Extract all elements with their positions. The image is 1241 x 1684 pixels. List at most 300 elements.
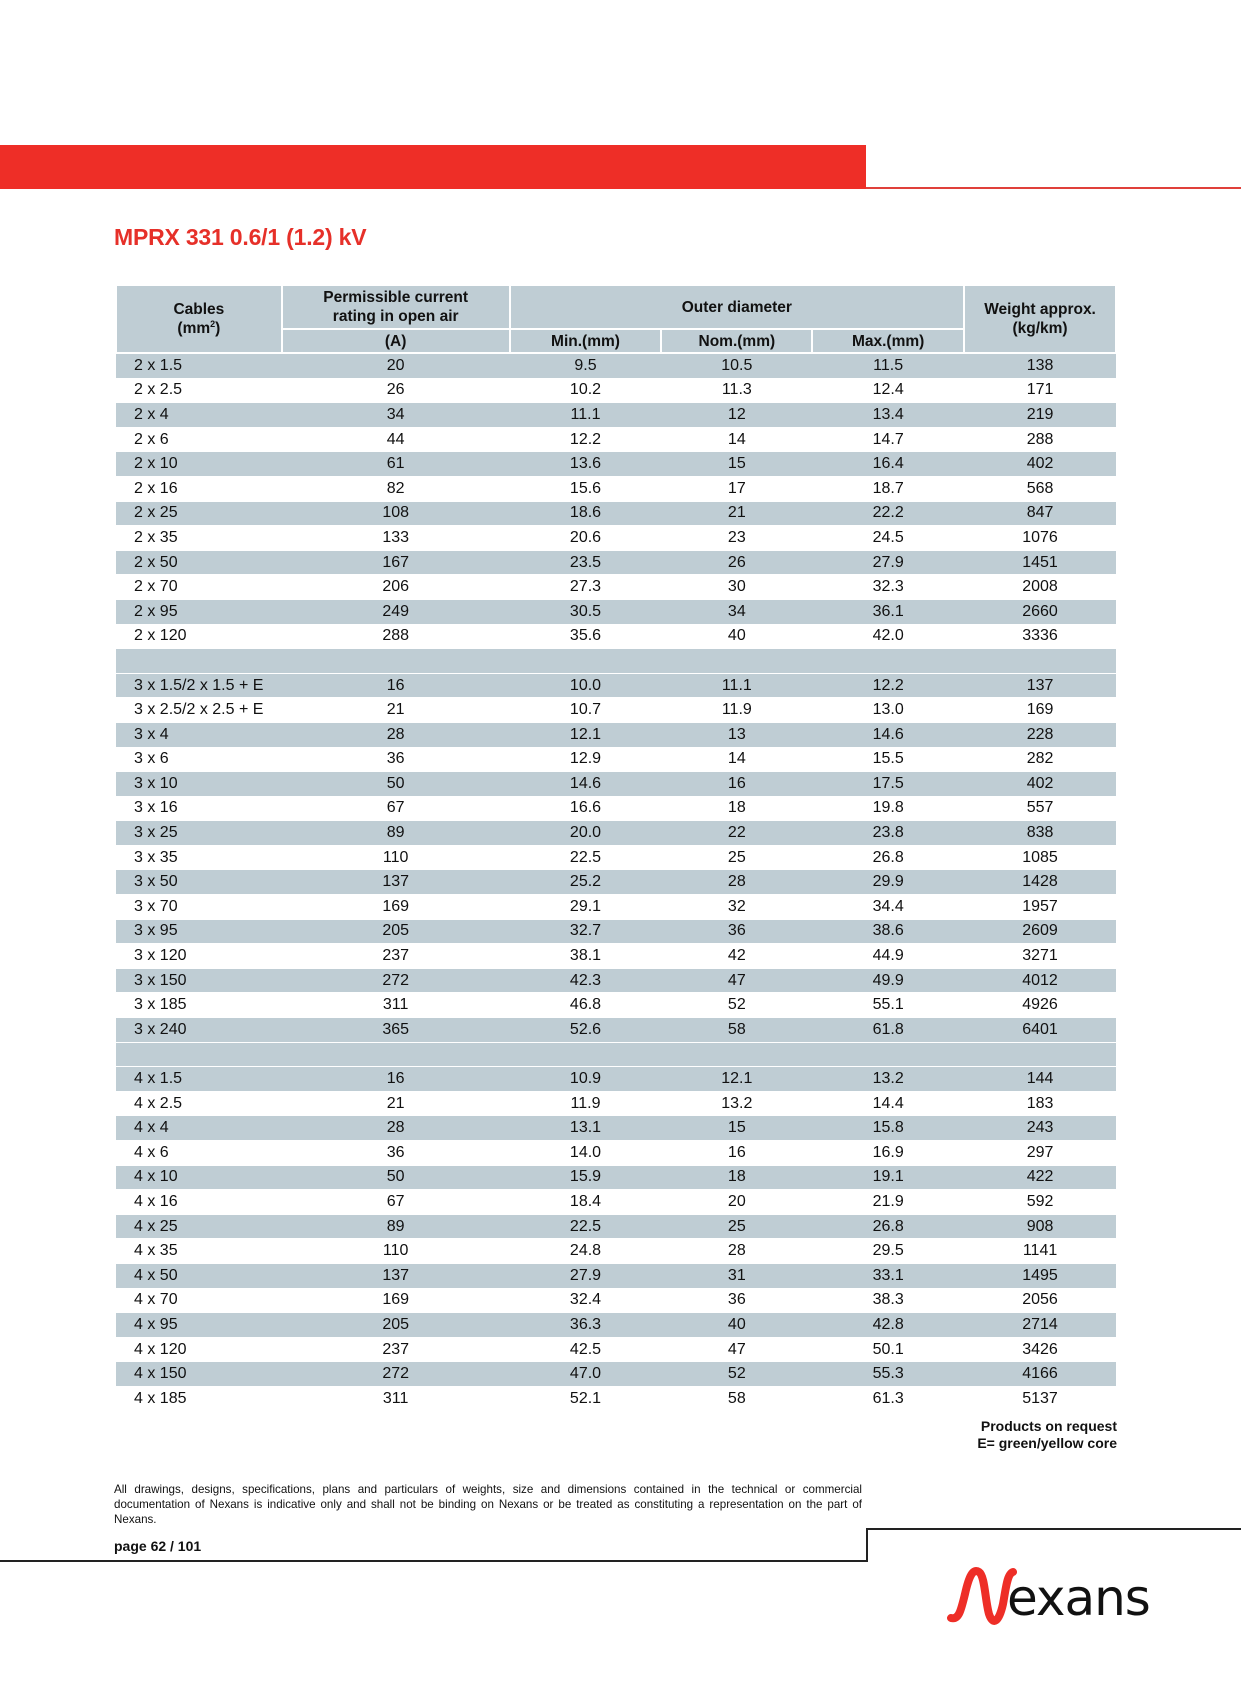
cell-nom-diameter: 10.5 <box>661 353 812 378</box>
table-row <box>116 895 1116 920</box>
table-row <box>116 378 1116 403</box>
cell-current: 311 <box>282 993 510 1018</box>
cell-cables: 4 x 1.5 <box>116 1067 282 1092</box>
cell-weight: 838 <box>964 821 1116 846</box>
cell-nom-diameter: 31 <box>661 1263 812 1288</box>
cell-min-diameter: 11.1 <box>510 403 662 428</box>
cell-current: 21 <box>282 1091 510 1116</box>
cell-max-diameter: 15.8 <box>812 1116 964 1141</box>
cell-nom-diameter: 16 <box>661 1141 812 1166</box>
note-earth-core: E= green/yellow core <box>977 1435 1117 1451</box>
cell-cables: 3 x 120 <box>116 944 282 969</box>
header-cables-label: Cables <box>173 301 225 318</box>
cell-cables: 3 x 35 <box>116 845 282 870</box>
cell-weight: 171 <box>964 378 1116 403</box>
cell-max-diameter: 14.6 <box>812 722 964 747</box>
cell-current: 249 <box>282 599 510 624</box>
header-weight <box>964 285 1116 353</box>
cell-max-diameter: 55.1 <box>812 993 964 1018</box>
cell-max-diameter: 29.9 <box>812 870 964 895</box>
cable-spec-table <box>115 284 1117 1412</box>
cell-max-diameter: 18.7 <box>812 476 964 501</box>
cell-max-diameter: 22.2 <box>812 501 964 526</box>
cell-weight: 592 <box>964 1190 1116 1215</box>
cell-weight: 3426 <box>964 1337 1116 1362</box>
cell-weight: 847 <box>964 501 1116 526</box>
cell-min-diameter: 35.6 <box>510 624 662 649</box>
table-row <box>116 722 1116 747</box>
cell-weight: 908 <box>964 1214 1116 1239</box>
cell-min-diameter: 38.1 <box>510 944 662 969</box>
cell-weight: 1495 <box>964 1263 1116 1288</box>
cell-min-diameter: 22.5 <box>510 845 662 870</box>
cell-nom-diameter: 36 <box>661 919 812 944</box>
cell-nom-diameter: 12 <box>661 403 812 428</box>
header-red-band <box>0 145 866 189</box>
cell-max-diameter: 29.5 <box>812 1239 964 1264</box>
cell-current: 67 <box>282 796 510 821</box>
cell-max-diameter: 13.0 <box>812 698 964 723</box>
cell-weight: 1428 <box>964 870 1116 895</box>
header-current <box>282 285 510 329</box>
cell-nom-diameter: 15 <box>661 452 812 477</box>
cell-nom-diameter: 40 <box>661 624 812 649</box>
table-row <box>116 1337 1116 1362</box>
cell-min-diameter: 36.3 <box>510 1313 662 1338</box>
cell-min-diameter: 14.6 <box>510 772 662 797</box>
cell-cables: 2 x 6 <box>116 427 282 452</box>
unit-close: ) <box>215 320 221 337</box>
cell-current: 167 <box>282 550 510 575</box>
cell-cables: 2 x 70 <box>116 575 282 600</box>
header-current-unit: (A) <box>282 329 510 353</box>
cell-weight: 6401 <box>964 1018 1116 1043</box>
cell-weight: 4166 <box>964 1362 1116 1387</box>
cell-weight: 183 <box>964 1091 1116 1116</box>
cell-current: 288 <box>282 624 510 649</box>
cell-min-diameter: 30.5 <box>510 599 662 624</box>
table-row <box>116 1165 1116 1190</box>
header-weight-unit: (kg/km) <box>1012 320 1068 337</box>
cell-nom-diameter: 26 <box>661 550 812 575</box>
cell-min-diameter: 29.1 <box>510 895 662 920</box>
cell-min-diameter: 52.1 <box>510 1386 662 1411</box>
cell-min-diameter: 11.9 <box>510 1091 662 1116</box>
cell-min-diameter: 46.8 <box>510 993 662 1018</box>
header-current-label: Permissible current rating in open air <box>323 289 469 325</box>
header-cables <box>116 285 282 353</box>
cell-current: 50 <box>282 772 510 797</box>
cell-weight: 1141 <box>964 1239 1116 1264</box>
cell-min-diameter: 24.8 <box>510 1239 662 1264</box>
cell-max-diameter: 12.2 <box>812 673 964 698</box>
table-row <box>116 599 1116 624</box>
cell-nom-diameter: 25 <box>661 1214 812 1239</box>
cell-min-diameter: 10.2 <box>510 378 662 403</box>
cell-nom-diameter: 13.2 <box>661 1091 812 1116</box>
cell-max-diameter: 42.0 <box>812 624 964 649</box>
cell-current: 205 <box>282 919 510 944</box>
cell-nom-diameter: 18 <box>661 1165 812 1190</box>
header-min: Min.(mm) <box>510 329 662 353</box>
cell-cables: 4 x 150 <box>116 1362 282 1387</box>
table-row <box>116 403 1116 428</box>
table-row <box>116 845 1116 870</box>
cell-max-diameter: 55.3 <box>812 1362 964 1387</box>
table-row <box>116 353 1116 378</box>
cell-nom-diameter: 21 <box>661 501 812 526</box>
table-row <box>116 575 1116 600</box>
cell-nom-diameter: 11.1 <box>661 673 812 698</box>
cell-weight: 228 <box>964 722 1116 747</box>
table-row <box>116 1313 1116 1338</box>
cell-cables: 3 x 16 <box>116 796 282 821</box>
cell-max-diameter: 19.8 <box>812 796 964 821</box>
cell-nom-diameter: 14 <box>661 427 812 452</box>
cell-cables: 3 x 50 <box>116 870 282 895</box>
cell-current: 82 <box>282 476 510 501</box>
table-row <box>116 993 1116 1018</box>
cell-current: 16 <box>282 673 510 698</box>
unit-superscript: 2 <box>210 318 216 329</box>
cell-weight: 1085 <box>964 845 1116 870</box>
cell-max-diameter: 16.9 <box>812 1141 964 1166</box>
cell-cables: 2 x 10 <box>116 452 282 477</box>
cell-current: 16 <box>282 1067 510 1092</box>
table-row <box>116 624 1116 649</box>
cell-max-diameter: 23.8 <box>812 821 964 846</box>
cell-nom-diameter: 13 <box>661 722 812 747</box>
cell-max-diameter: 61.3 <box>812 1386 964 1411</box>
table-row <box>116 476 1116 501</box>
cell-max-diameter: 50.1 <box>812 1337 964 1362</box>
cell-min-diameter: 10.9 <box>510 1067 662 1092</box>
header-weight-label: Weight approx. <box>984 301 1096 318</box>
cell-current: 67 <box>282 1190 510 1215</box>
cell-current: 44 <box>282 427 510 452</box>
cell-cables: 2 x 16 <box>116 476 282 501</box>
cell-weight: 1957 <box>964 895 1116 920</box>
cell-min-diameter: 14.0 <box>510 1141 662 1166</box>
table-row <box>116 821 1116 846</box>
cell-cables: 3 x 4 <box>116 722 282 747</box>
cell-min-diameter: 23.5 <box>510 550 662 575</box>
cell-cables: 4 x 95 <box>116 1313 282 1338</box>
cell-min-diameter: 18.6 <box>510 501 662 526</box>
cell-cables: 3 x 95 <box>116 919 282 944</box>
cell-nom-diameter: 22 <box>661 821 812 846</box>
cell-current: 26 <box>282 378 510 403</box>
cell-current: 89 <box>282 1214 510 1239</box>
table-notes <box>977 1418 1117 1452</box>
cell-cables: 2 x 95 <box>116 599 282 624</box>
cell-nom-diameter: 36 <box>661 1288 812 1313</box>
separator-cell <box>116 649 1116 674</box>
cell-max-diameter: 14.4 <box>812 1091 964 1116</box>
cell-cables: 3 x 185 <box>116 993 282 1018</box>
cell-min-diameter: 27.3 <box>510 575 662 600</box>
cell-nom-diameter: 28 <box>661 1239 812 1264</box>
table-row <box>116 1263 1116 1288</box>
cell-current: 28 <box>282 1116 510 1141</box>
table-row <box>116 1018 1116 1043</box>
table-row <box>116 772 1116 797</box>
cell-weight: 288 <box>964 427 1116 452</box>
cell-cables: 3 x 2.5/2 x 2.5 + E <box>116 698 282 723</box>
cell-weight: 1451 <box>964 550 1116 575</box>
cell-weight: 557 <box>964 796 1116 821</box>
header-nom: Nom.(mm) <box>661 329 812 353</box>
cell-weight: 2660 <box>964 599 1116 624</box>
table-row <box>116 870 1116 895</box>
table-body <box>116 353 1116 1411</box>
cell-nom-diameter: 11.3 <box>661 378 812 403</box>
cell-max-diameter: 19.1 <box>812 1165 964 1190</box>
table-row <box>116 698 1116 723</box>
table-row <box>116 550 1116 575</box>
cell-max-diameter: 16.4 <box>812 452 964 477</box>
cell-current: 137 <box>282 1263 510 1288</box>
cell-weight: 2056 <box>964 1288 1116 1313</box>
cell-nom-diameter: 47 <box>661 968 812 993</box>
cell-min-diameter: 12.2 <box>510 427 662 452</box>
cell-max-diameter: 11.5 <box>812 353 964 378</box>
cell-weight: 2008 <box>964 575 1116 600</box>
cell-current: 61 <box>282 452 510 477</box>
cell-min-diameter: 32.4 <box>510 1288 662 1313</box>
cell-weight: 138 <box>964 353 1116 378</box>
cell-min-diameter: 25.2 <box>510 870 662 895</box>
header-cables-unit <box>117 319 281 338</box>
cell-min-diameter: 32.7 <box>510 919 662 944</box>
cell-current: 137 <box>282 870 510 895</box>
table-row <box>116 1386 1116 1411</box>
cell-nom-diameter: 23 <box>661 526 812 551</box>
cell-max-diameter: 49.9 <box>812 968 964 993</box>
cell-cables: 4 x 185 <box>116 1386 282 1411</box>
cell-min-diameter: 13.1 <box>510 1116 662 1141</box>
cell-cables: 3 x 10 <box>116 772 282 797</box>
cell-cables: 2 x 35 <box>116 526 282 551</box>
cell-max-diameter: 44.9 <box>812 944 964 969</box>
footer-rule-right <box>866 1528 1241 1530</box>
cell-weight: 2714 <box>964 1313 1116 1338</box>
cell-cables: 3 x 6 <box>116 747 282 772</box>
table-row <box>116 747 1116 772</box>
table-row <box>116 427 1116 452</box>
cell-cables: 2 x 4 <box>116 403 282 428</box>
table-row <box>116 796 1116 821</box>
cell-weight: 4012 <box>964 968 1116 993</box>
table-row <box>116 1239 1116 1264</box>
cell-min-diameter: 9.5 <box>510 353 662 378</box>
separator-cell <box>116 1042 1116 1067</box>
cell-weight: 402 <box>964 452 1116 477</box>
cell-max-diameter: 13.4 <box>812 403 964 428</box>
footer-rule-left <box>0 1560 868 1562</box>
cell-max-diameter: 33.1 <box>812 1263 964 1288</box>
nexans-logo <box>945 1560 1165 1632</box>
cell-current: 108 <box>282 501 510 526</box>
cell-max-diameter: 26.8 <box>812 1214 964 1239</box>
cell-current: 205 <box>282 1313 510 1338</box>
cell-min-diameter: 15.9 <box>510 1165 662 1190</box>
note-products-on-request: Products on request <box>980 1418 1117 1434</box>
table-row <box>116 1288 1116 1313</box>
cell-current: 50 <box>282 1165 510 1190</box>
cell-current: 110 <box>282 1239 510 1264</box>
cell-min-diameter: 10.7 <box>510 698 662 723</box>
table-row <box>116 1067 1116 1092</box>
cell-cables: 3 x 240 <box>116 1018 282 1043</box>
cell-max-diameter: 38.6 <box>812 919 964 944</box>
header-outer-diameter: Outer diameter <box>510 285 965 329</box>
cell-weight: 4926 <box>964 993 1116 1018</box>
cell-min-diameter: 42.3 <box>510 968 662 993</box>
table-row <box>116 1214 1116 1239</box>
cell-max-diameter: 32.3 <box>812 575 964 600</box>
table-row <box>116 944 1116 969</box>
cell-current: 169 <box>282 1288 510 1313</box>
cell-cables: 2 x 25 <box>116 501 282 526</box>
cell-max-diameter: 12.4 <box>812 378 964 403</box>
cell-current: 272 <box>282 968 510 993</box>
cell-min-diameter: 22.5 <box>510 1214 662 1239</box>
cell-weight: 243 <box>964 1116 1116 1141</box>
cell-weight: 1076 <box>964 526 1116 551</box>
cell-cables: 3 x 25 <box>116 821 282 846</box>
cell-min-diameter: 20.6 <box>510 526 662 551</box>
table-row <box>116 1141 1116 1166</box>
cell-nom-diameter: 25 <box>661 845 812 870</box>
cell-cables: 2 x 50 <box>116 550 282 575</box>
cell-nom-diameter: 40 <box>661 1313 812 1338</box>
cell-weight: 144 <box>964 1067 1116 1092</box>
cell-current: 20 <box>282 353 510 378</box>
cell-min-diameter: 12.1 <box>510 722 662 747</box>
cell-min-diameter: 18.4 <box>510 1190 662 1215</box>
cell-cables: 3 x 1.5/2 x 1.5 + E <box>116 673 282 698</box>
cell-cables: 2 x 120 <box>116 624 282 649</box>
cell-max-diameter: 34.4 <box>812 895 964 920</box>
cell-min-diameter: 52.6 <box>510 1018 662 1043</box>
cell-max-diameter: 27.9 <box>812 550 964 575</box>
cell-current: 36 <box>282 1141 510 1166</box>
cell-nom-diameter: 34 <box>661 599 812 624</box>
cell-nom-diameter: 12.1 <box>661 1067 812 1092</box>
table-row <box>116 526 1116 551</box>
group-separator-row <box>116 649 1116 674</box>
cell-nom-diameter: 52 <box>661 1362 812 1387</box>
cell-min-diameter: 42.5 <box>510 1337 662 1362</box>
cell-weight: 137 <box>964 673 1116 698</box>
cell-nom-diameter: 16 <box>661 772 812 797</box>
cell-cables: 2 x 2.5 <box>116 378 282 403</box>
cell-current: 133 <box>282 526 510 551</box>
cell-current: 237 <box>282 944 510 969</box>
cell-max-diameter: 21.9 <box>812 1190 964 1215</box>
cell-max-diameter: 36.1 <box>812 599 964 624</box>
cell-max-diameter: 14.7 <box>812 427 964 452</box>
cell-weight: 169 <box>964 698 1116 723</box>
cell-cables: 2 x 1.5 <box>116 353 282 378</box>
cell-current: 110 <box>282 845 510 870</box>
cell-nom-diameter: 58 <box>661 1018 812 1043</box>
cell-nom-diameter: 28 <box>661 870 812 895</box>
cell-cables: 4 x 25 <box>116 1214 282 1239</box>
cell-current: 89 <box>282 821 510 846</box>
header-max: Max.(mm) <box>812 329 964 353</box>
cell-max-diameter: 38.3 <box>812 1288 964 1313</box>
cell-nom-diameter: 32 <box>661 895 812 920</box>
cell-current: 36 <box>282 747 510 772</box>
cell-nom-diameter: 47 <box>661 1337 812 1362</box>
disclaimer-text: All drawings, designs, specifications, plans and particulars of weights, size and dimensions contained in the technical or commercial documentation of Nexans is indicative only and shall not be binding on Nexans or be treated as constituting a representation on the part of Nexans. <box>114 1483 862 1526</box>
cell-max-diameter: 15.5 <box>812 747 964 772</box>
cell-current: 237 <box>282 1337 510 1362</box>
table-row <box>116 673 1116 698</box>
cell-current: 272 <box>282 1362 510 1387</box>
table-row <box>116 1091 1116 1116</box>
cell-cables: 3 x 70 <box>116 895 282 920</box>
cell-weight: 3271 <box>964 944 1116 969</box>
header-red-rule <box>866 187 1241 189</box>
cell-min-diameter: 47.0 <box>510 1362 662 1387</box>
cell-cables: 4 x 4 <box>116 1116 282 1141</box>
table-row <box>116 919 1116 944</box>
cell-min-diameter: 27.9 <box>510 1263 662 1288</box>
cell-nom-diameter: 52 <box>661 993 812 1018</box>
cell-weight: 282 <box>964 747 1116 772</box>
cell-min-diameter: 12.9 <box>510 747 662 772</box>
table-row <box>116 1362 1116 1387</box>
group-separator-row <box>116 1042 1116 1067</box>
cell-max-diameter: 26.8 <box>812 845 964 870</box>
cell-min-diameter: 16.6 <box>510 796 662 821</box>
cell-max-diameter: 24.5 <box>812 526 964 551</box>
cell-nom-diameter: 14 <box>661 747 812 772</box>
cell-min-diameter: 20.0 <box>510 821 662 846</box>
table-row <box>116 1116 1116 1141</box>
unit-text: (mm <box>177 320 211 337</box>
cell-nom-diameter: 11.9 <box>661 698 812 723</box>
cell-weight: 3336 <box>964 624 1116 649</box>
cell-cables: 4 x 50 <box>116 1263 282 1288</box>
footer-rule-step <box>866 1528 868 1562</box>
cell-cables: 4 x 120 <box>116 1337 282 1362</box>
cell-current: 206 <box>282 575 510 600</box>
table-row <box>116 501 1116 526</box>
cell-current: 365 <box>282 1018 510 1043</box>
cell-nom-diameter: 18 <box>661 796 812 821</box>
cell-cables: 4 x 16 <box>116 1190 282 1215</box>
cell-current: 21 <box>282 698 510 723</box>
cell-weight: 297 <box>964 1141 1116 1166</box>
cell-weight: 219 <box>964 403 1116 428</box>
cell-nom-diameter: 30 <box>661 575 812 600</box>
cell-max-diameter: 17.5 <box>812 772 964 797</box>
page-number: page 62 / 101 <box>114 1538 202 1554</box>
cell-weight: 402 <box>964 772 1116 797</box>
cell-nom-diameter: 17 <box>661 476 812 501</box>
cell-max-diameter: 42.8 <box>812 1313 964 1338</box>
cell-nom-diameter: 42 <box>661 944 812 969</box>
table-row <box>116 1190 1116 1215</box>
cell-min-diameter: 13.6 <box>510 452 662 477</box>
cell-nom-diameter: 58 <box>661 1386 812 1411</box>
cell-current: 34 <box>282 403 510 428</box>
cell-min-diameter: 10.0 <box>510 673 662 698</box>
